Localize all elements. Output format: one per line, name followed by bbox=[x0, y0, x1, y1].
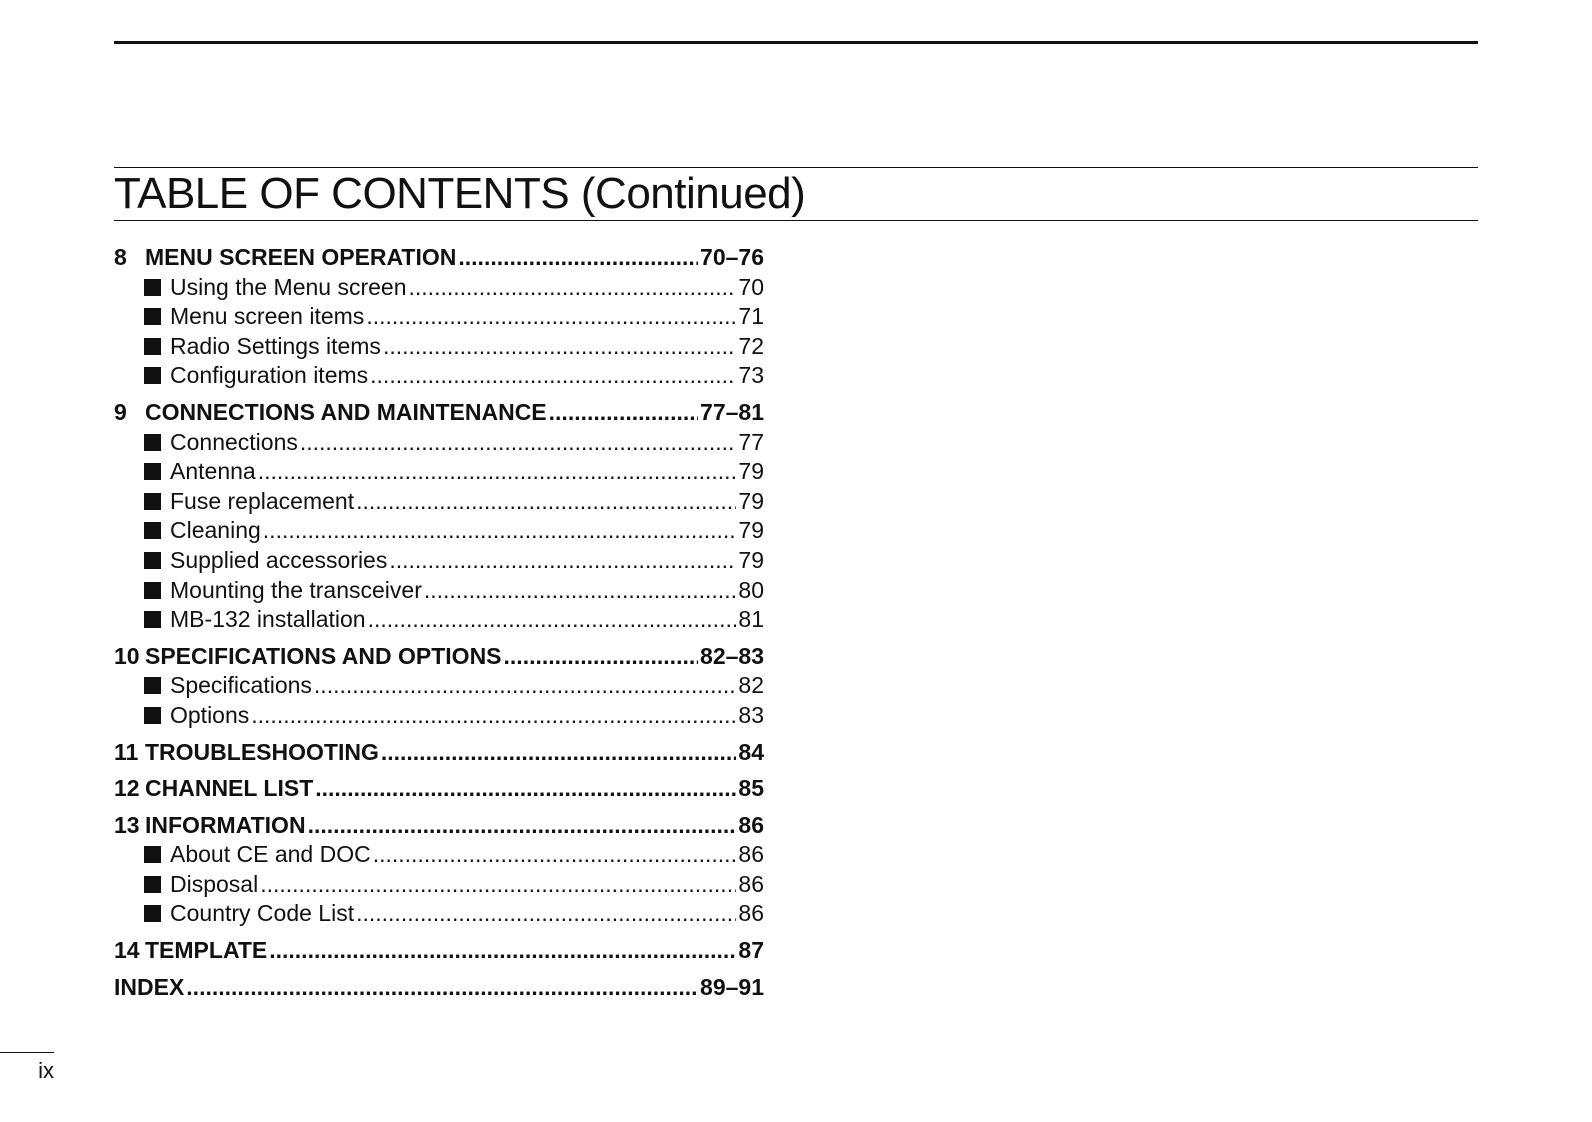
square-bullet-icon bbox=[144, 493, 161, 510]
section-page: 79 bbox=[738, 487, 764, 514]
toc-section-entry[interactable] bbox=[114, 546, 764, 576]
toc-section-entry[interactable] bbox=[114, 899, 764, 929]
square-bullet-icon bbox=[144, 522, 161, 539]
toc-chapter-entry[interactable] bbox=[114, 936, 764, 966]
dot-leader bbox=[389, 546, 736, 576]
toc-chapter-entry[interactable] bbox=[114, 973, 764, 1003]
square-bullet-icon bbox=[144, 367, 161, 384]
chapter-number: 14 bbox=[114, 937, 140, 964]
toc-chapter-entry[interactable] bbox=[114, 738, 764, 768]
square-bullet-icon bbox=[144, 876, 161, 893]
toc-section-entry[interactable] bbox=[114, 273, 764, 303]
section-page: 83 bbox=[738, 701, 764, 728]
section-title: Country Code List bbox=[170, 900, 355, 927]
section-title: Disposal bbox=[170, 870, 259, 897]
section-title: Connections bbox=[170, 428, 298, 455]
dot-leader bbox=[370, 361, 736, 391]
dot-leader bbox=[315, 774, 736, 804]
chapter-number: 13 bbox=[114, 811, 140, 838]
header-rule bbox=[114, 41, 1478, 44]
page-number: ix bbox=[38, 1058, 54, 1083]
toc-section-entry[interactable] bbox=[114, 302, 764, 332]
chapter-page-range: 89–91 bbox=[700, 973, 764, 1000]
section-title: Mounting the transceiver bbox=[170, 576, 422, 603]
dot-leader bbox=[383, 332, 736, 362]
table-of-contents bbox=[114, 243, 764, 1002]
chapter-title: MENU SCREEN OPERATION bbox=[145, 244, 457, 270]
chapter-title: TROUBLESHOOTING bbox=[145, 738, 379, 765]
dot-leader bbox=[368, 605, 737, 635]
section-title: Cleaning bbox=[170, 517, 261, 544]
chapter-page-range: 86 bbox=[738, 811, 764, 838]
section-page: 79 bbox=[738, 546, 764, 573]
section-page: 86 bbox=[738, 870, 764, 897]
toc-section-entry[interactable] bbox=[114, 840, 764, 870]
dot-leader bbox=[260, 870, 736, 900]
toc-section-entry[interactable] bbox=[114, 332, 764, 362]
section-page: 77 bbox=[738, 428, 764, 455]
dot-leader bbox=[381, 738, 737, 768]
toc-chapter-entry[interactable] bbox=[114, 243, 764, 273]
page-footer bbox=[0, 1052, 54, 1083]
dot-leader bbox=[366, 302, 736, 332]
chapter-title: INDEX bbox=[114, 973, 185, 1000]
section-page: 86 bbox=[738, 900, 764, 927]
dot-leader bbox=[300, 428, 737, 458]
section-page: 86 bbox=[738, 841, 764, 868]
chapter-number: 8 bbox=[114, 244, 127, 270]
section-title: Options bbox=[170, 701, 250, 728]
square-bullet-icon bbox=[144, 582, 161, 599]
section-title: Specifications bbox=[170, 672, 312, 699]
dot-leader bbox=[504, 642, 699, 672]
square-bullet-icon bbox=[144, 707, 161, 724]
section-page: 71 bbox=[738, 303, 764, 330]
toc-section-entry[interactable] bbox=[114, 671, 764, 701]
square-bullet-icon bbox=[144, 434, 161, 451]
chapter-page-range: 70–76 bbox=[700, 244, 764, 270]
chapter-number: 12 bbox=[114, 775, 140, 802]
section-page: 70 bbox=[738, 273, 764, 300]
toc-section-entry[interactable] bbox=[114, 457, 764, 487]
title-block bbox=[114, 167, 1478, 221]
page-title: TABLE OF CONTENTS (Continued) bbox=[114, 169, 806, 218]
toc-chapter-entry[interactable] bbox=[114, 642, 764, 672]
toc-chapter-entry[interactable] bbox=[114, 774, 764, 804]
chapter-page-range: 87 bbox=[738, 937, 764, 964]
toc-chapter-entry[interactable] bbox=[114, 398, 764, 428]
toc-section-entry[interactable] bbox=[114, 428, 764, 458]
dot-leader bbox=[269, 936, 736, 966]
chapter-title: SPECIFICATIONS AND OPTIONS bbox=[145, 642, 502, 669]
chapter-title: INFORMATION bbox=[145, 811, 306, 838]
dot-leader bbox=[308, 811, 737, 841]
chapter-page-range: 84 bbox=[738, 738, 764, 765]
section-page: 81 bbox=[738, 606, 764, 633]
dot-leader bbox=[258, 457, 737, 487]
chapter-number: 11 bbox=[114, 738, 139, 765]
chapter-page-range: 85 bbox=[738, 775, 764, 802]
toc-section-entry[interactable] bbox=[114, 576, 764, 606]
toc-section-entry[interactable] bbox=[114, 361, 764, 391]
square-bullet-icon bbox=[144, 905, 161, 922]
square-bullet-icon bbox=[144, 552, 161, 569]
square-bullet-icon bbox=[144, 463, 161, 480]
section-title: MB-132 installation bbox=[170, 606, 366, 633]
section-title: Menu screen items bbox=[170, 303, 365, 330]
section-page: 72 bbox=[738, 332, 764, 359]
section-title: About CE and DOC bbox=[170, 841, 371, 868]
square-bullet-icon bbox=[144, 279, 161, 296]
section-title: Using the Menu screen bbox=[170, 273, 407, 300]
toc-section-entry[interactable] bbox=[114, 701, 764, 731]
toc-section-entry[interactable] bbox=[114, 870, 764, 900]
dot-leader bbox=[373, 840, 737, 870]
dot-leader bbox=[458, 243, 698, 273]
square-bullet-icon bbox=[144, 677, 161, 694]
chapter-title: CONNECTIONS AND MAINTENANCE bbox=[145, 398, 547, 425]
section-title: Configuration items bbox=[170, 362, 369, 389]
square-bullet-icon bbox=[144, 846, 161, 863]
toc-chapter-entry[interactable] bbox=[114, 811, 764, 841]
section-page: 79 bbox=[738, 458, 764, 485]
square-bullet-icon bbox=[144, 308, 161, 325]
square-bullet-icon bbox=[144, 611, 161, 628]
chapter-page-range: 77–81 bbox=[700, 398, 764, 425]
chapter-number: 10 bbox=[114, 642, 140, 669]
toc-section-entry[interactable] bbox=[114, 487, 764, 517]
chapter-number: 9 bbox=[114, 398, 127, 425]
section-title: Antenna bbox=[170, 458, 256, 485]
dot-leader bbox=[424, 576, 737, 606]
square-bullet-icon bbox=[144, 338, 161, 355]
section-page: 82 bbox=[738, 672, 764, 699]
dot-leader bbox=[186, 973, 698, 1003]
dot-leader bbox=[251, 701, 736, 731]
chapter-title: CHANNEL LIST bbox=[145, 775, 314, 802]
section-title: Supplied accessories bbox=[170, 546, 388, 573]
dot-leader bbox=[356, 487, 736, 517]
chapter-title: TEMPLATE bbox=[145, 937, 268, 964]
section-page: 80 bbox=[738, 576, 764, 603]
section-title: Fuse replacement bbox=[170, 487, 355, 514]
dot-leader bbox=[263, 516, 737, 546]
toc-section-entry[interactable] bbox=[114, 605, 764, 635]
title-rule-bottom bbox=[114, 220, 1478, 221]
chapter-page-range: 82–83 bbox=[700, 642, 764, 669]
toc-section-entry[interactable] bbox=[114, 516, 764, 546]
dot-leader bbox=[549, 398, 698, 428]
footer-rule bbox=[0, 1052, 54, 1053]
section-page: 73 bbox=[738, 362, 764, 389]
section-page: 79 bbox=[738, 517, 764, 544]
dot-leader bbox=[314, 671, 736, 701]
section-title: Radio Settings items bbox=[170, 332, 381, 359]
dot-leader bbox=[409, 273, 737, 303]
dot-leader bbox=[356, 899, 736, 929]
